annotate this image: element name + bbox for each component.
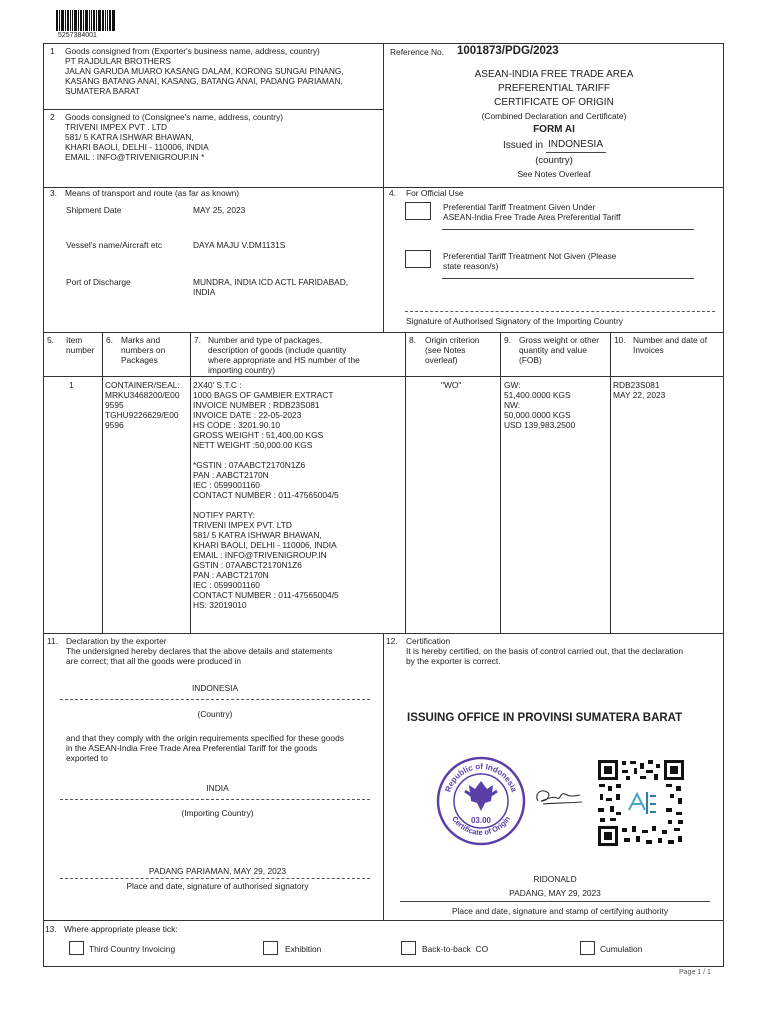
- box4-label: For Official Use: [406, 188, 464, 198]
- compliance-text: and that they comply with the origin requirements specified for these goods in the ASEAN-India Free Trade Area Preferential Tariff for the goods exported to: [66, 733, 344, 763]
- back-to-back-checkbox[interactable]: [401, 941, 416, 955]
- box3-number: 3.: [50, 188, 57, 198]
- page-number: Page 1 / 1: [679, 969, 711, 976]
- col5-number: 5.: [47, 335, 54, 345]
- exhibition-checkbox[interactable]: [263, 941, 278, 955]
- col7-header: Number and type of packages, description of goods (include quantity where appropriate and HS number of the importing country): [208, 335, 360, 375]
- produced-country: INDONESIA: [191, 683, 239, 693]
- official-stamp-icon: [435, 755, 527, 847]
- header-line1: ASEAN-INDIA FREE TRADE AREA: [474, 69, 634, 80]
- importing-signatory-label: Signature of Authorised Signatory of the Importing Country: [406, 316, 623, 326]
- treatment-given-text: Preferential Tariff Treatment Given Under ASEAN-India Free Trade Area Preferential Tariff: [443, 202, 621, 222]
- certifier-place-date: PADANG, MAY 29, 2023: [509, 888, 601, 898]
- col10-header: Number and date of Invoices: [633, 335, 708, 355]
- importing-country: INDIA: [206, 783, 229, 793]
- box1-number: 1: [50, 46, 55, 56]
- weight-and-value: GW: 51,400.0000 KGS NW: 50,000.0000 KGS USD 139,983.2500: [504, 380, 576, 430]
- col5-header: Item number: [66, 335, 95, 355]
- box1-label: Goods consigned from (Exporter's business name, address, country): [65, 46, 320, 56]
- box2-number: 2: [50, 112, 55, 122]
- box4-number: 4.: [389, 188, 396, 198]
- reference-number: 1001873/PDG/2023: [457, 45, 559, 57]
- certification-text: It is hereby certified, on the basis of control carried out, that the declaration by the exporter is correct.: [406, 646, 683, 666]
- exporter-signature-label: Place and date, signature of authorised signatory: [126, 881, 309, 891]
- col8-header: Origin criterion (see Notes overleaf): [425, 335, 480, 365]
- exhibition-label: Exhibition: [285, 944, 322, 954]
- treatment-given-checkbox[interactable]: [405, 202, 431, 220]
- issuing-office: ISSUING OFFICE IN PROVINSI SUMATERA BARAT: [407, 712, 683, 724]
- box11-number: 11.: [47, 636, 59, 646]
- reference-label: Reference No.: [390, 47, 444, 57]
- treatment-not-given-checkbox[interactable]: [405, 250, 431, 268]
- col7-number: 7.: [194, 335, 201, 345]
- box13-label: Where appropriate please tick:: [64, 924, 178, 934]
- certifier-signature-label: Place and date, signature and stamp of certifying authority: [451, 906, 669, 916]
- produced-country-label: (Country): [197, 709, 233, 719]
- third-country-invoicing-label: Third Country Invoicing: [89, 944, 176, 954]
- origin-criterion: "WO": [441, 380, 462, 390]
- shipment-date-value: MAY 25, 2023: [193, 205, 246, 215]
- barcode-icon: [56, 10, 132, 31]
- header-line3: CERTIFICATE OF ORIGIN: [494, 97, 614, 108]
- vessel-label: Vessel's name/Aircraft etc: [66, 240, 163, 250]
- box2-label: Goods consigned to (Consignee's name, address, country): [65, 112, 284, 122]
- certifier-name: RIDONALD: [533, 874, 577, 884]
- col9-header: Gross weight or other quantity and value (FOB): [519, 335, 600, 365]
- signature-icon: [530, 783, 586, 809]
- box11-label: Declaration by the exporter: [66, 636, 167, 646]
- back-to-back-label: Back-to-back CO: [422, 944, 489, 954]
- shipment-date-label: Shipment Date: [66, 205, 122, 215]
- stamp-code: 03.00: [470, 816, 492, 825]
- issued-in-label: Issued in: [503, 140, 544, 151]
- exporter-details: PT RAJDULAR BROTHERS JALAN GARUDA MUARO KASANG DALAM, KORONG SUNGAI PINANG, KASANG BATANG ANAI, KASANG, BATANG ANAI, PADANG PARIAMAN, SUMATERA BARAT: [65, 56, 344, 96]
- issued-country: INDONESIA: [548, 139, 604, 150]
- col10-number: 10.: [614, 335, 626, 345]
- see-notes: See Notes Overleaf: [517, 169, 591, 179]
- col6-header: Marks and numbers on Packages: [121, 335, 166, 365]
- exporter-place-date: PADANG PARIAMAN, MAY 29, 2023: [148, 866, 287, 876]
- cumulation-checkbox[interactable]: [580, 941, 595, 955]
- box13-number: 13.: [45, 924, 57, 934]
- form-title: FORM AI: [533, 124, 575, 135]
- col6-number: 6.: [106, 335, 113, 345]
- port-label: Port of Discharge: [66, 277, 131, 287]
- port-value: MUNDRA, INDIA ICD ACTL FARIDABAD, INDIA: [193, 277, 349, 297]
- qr-code-icon: [596, 758, 686, 848]
- vessel-value: DAYA MAJU V.DM1131S: [193, 240, 286, 250]
- col9-number: 9.: [504, 335, 511, 345]
- declaration-text: The undersigned hereby declares that the above details and statements are correct; that all the goods were produced in: [66, 646, 333, 666]
- header-combined: (Combined Declaration and Certificate): [481, 111, 627, 121]
- goods-description: 2X40' S.T.C : 1000 BAGS OF GAMBIER EXTRACT INVOICE NUMBER : RDB23S081 INVOICE DATE : 22-05-2023 HS CODE : 3201.90.10 GROSS WEIGHT : 51,400.00 KGS NETT WEIGHT :50,000.00 KGS *GSTIN : 07AABCT2170N1Z6 PAN : AABCT2170N IEC : 0599001160 CONTACT NUMBER : 011-47565004/5 NOTIFY PARTY: TRIVENI IMPEX PVT. LTD 581/ 5 KATRA ISHWAR BHAWAN, KHARI BAOLI, DELHI - 110006, INDIA EMAIL : INFO@TRIVENIGROUP.IN GSTIN : 07AABCT2170N1Z6 PAN : AABCT2170N IEC : 0599001160 CONTACT NUMBER : 011-47565004/5 HS: 32019010: [193, 380, 339, 610]
- stamp-bottom-text: Certificate of Origin: [450, 814, 512, 838]
- header-line2: PREFERENTIAL TARIFF: [497, 83, 611, 94]
- col8-number: 8.: [409, 335, 416, 345]
- barcode-number: 5257384001: [58, 32, 97, 39]
- stamp-top-text: Republic of Indonesia: [443, 761, 519, 794]
- country-label: (country): [535, 155, 573, 166]
- cumulation-label: Cumulation: [600, 944, 643, 954]
- box12-label: Certification: [406, 636, 451, 646]
- box3-label: Means of transport and route (as far as known): [65, 188, 240, 198]
- item-number: 1: [69, 380, 74, 390]
- importing-country-label: (Importing Country): [181, 808, 254, 818]
- invoice-details: RDB23S081 MAY 22, 2023: [613, 380, 666, 400]
- treatment-not-given-text: Preferential Tariff Treatment Not Given (Please state reason/s): [443, 251, 617, 271]
- marks-and-numbers: CONTAINER/SEAL: MRKU3468200/E00 9595 TGHU9226629/E00 9596: [105, 380, 180, 430]
- consignee-details: TRIVENI IMPEX PVT . LTD 581/ 5 KATRA ISHWAR BHAWAN, KHARI BAOLI, DELHI - 110006, INDIA EMAIL : INFO@TRIVENIGROUP.IN *: [65, 122, 209, 162]
- third-country-invoicing-checkbox[interactable]: [69, 941, 84, 955]
- box12-number: 12.: [386, 636, 398, 646]
